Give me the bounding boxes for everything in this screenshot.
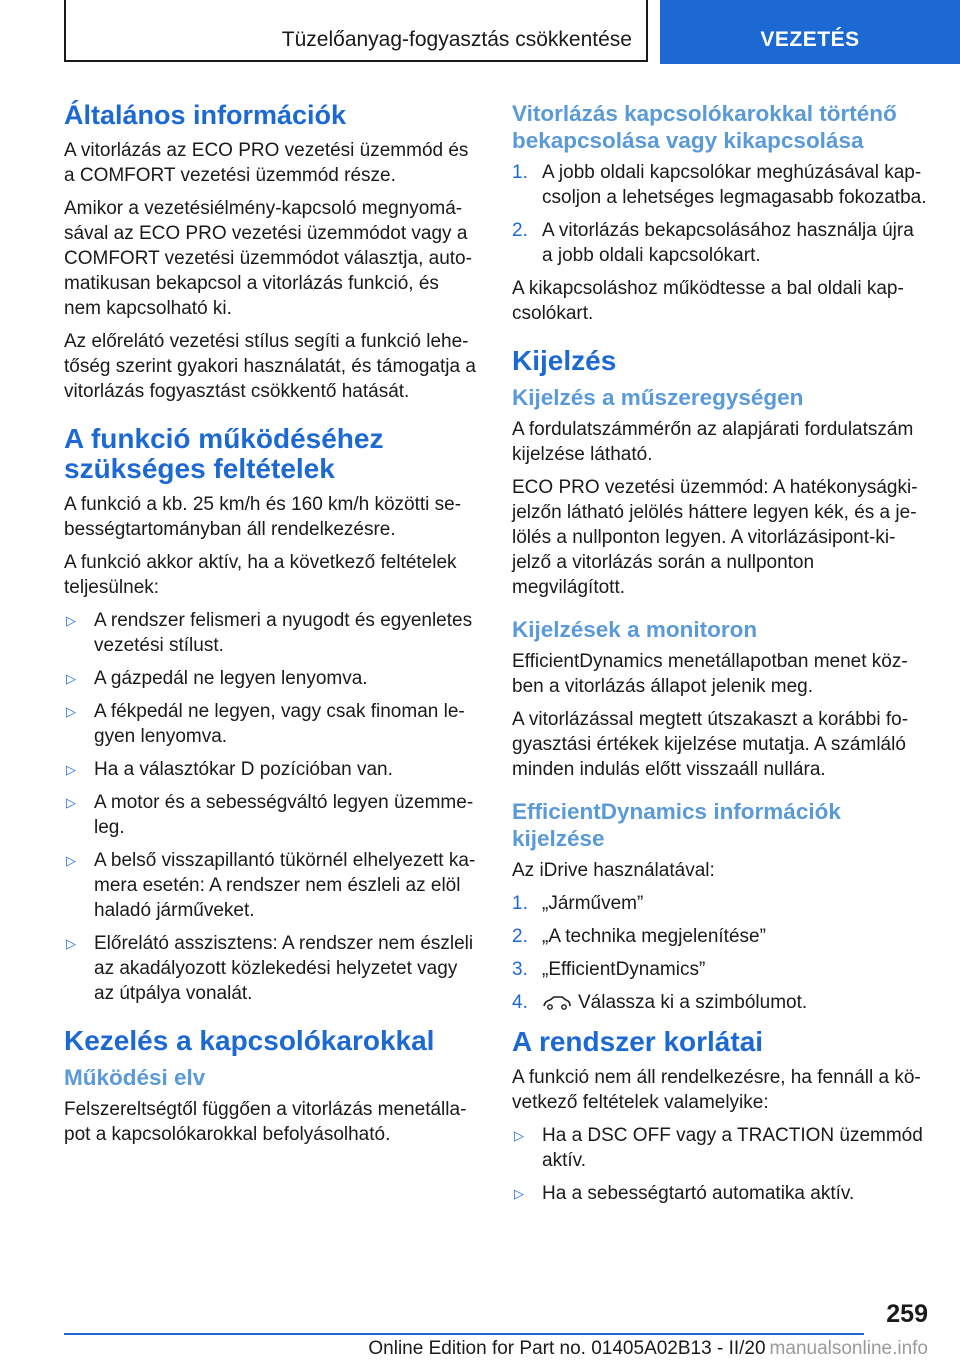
list-item: ▷ A motor és a sebességváltó legyen üzemmeleg. <box>66 792 474 838</box>
lever-steps <box>512 160 928 268</box>
paragraph: A vitorlázással megtett útszakaszt a korábbi fogyasztási értékek kijelzése mutatja. A számláló minden indulás előtt visszaáll nullára. <box>512 709 909 780</box>
list-item: ▷ A fékpedál ne legyen, vagy csak finoman legyen lenyomva. <box>66 701 465 747</box>
list-item: 2. „A technika megjelenítése” <box>512 926 766 947</box>
list-item: 1. A jobb oldali kapcsolókar meghúzásával kapcsoljon a lehetséges legmagasabb fokozatba. <box>512 162 927 208</box>
header-title-box <box>64 0 648 62</box>
subheading-principle: Működési elv <box>64 1065 206 1090</box>
paragraph: A funkció nem áll rendelkezésre, ha fennáll a következő feltételek valamelyike: <box>512 1067 921 1113</box>
page-number: 259 <box>886 1300 928 1328</box>
bullet-triangle-icon: ▷ <box>66 853 76 868</box>
watermark: manualsonline.info <box>769 1338 928 1359</box>
heading-limits: A rendszer korlátai <box>512 1026 764 1057</box>
bullet-triangle-icon: ▷ <box>66 613 76 628</box>
subheading-monitor: Kijelzések a monitoron <box>512 617 758 642</box>
list-item: 4. Válassza ki a szimbólumot. <box>512 992 808 1013</box>
header-title: Tüzelőanyag-fogyasztás csökkentése <box>281 28 632 51</box>
section-tab <box>660 0 960 64</box>
bullet-triangle-icon: ▷ <box>66 671 76 686</box>
heading-general-info: Általános információk <box>64 100 347 130</box>
subheading-instrument-cluster: Kijelzés a műszeregységen <box>512 385 804 410</box>
list-item: ▷ Ha a sebességtartó automatika aktív. <box>514 1183 855 1204</box>
paragraph: A vitorlázás az ECO PRO vezetési üzemmód és a COMFORT vezetési üzemmód része. <box>64 140 469 186</box>
bullet-triangle-icon: ▷ <box>514 1128 524 1143</box>
paragraph: ECO PRO vezetési üzemmód: A hatékonyságkijelzőn látható jelölés háttere legyen kék, és a jelölés a nullponton legyen. A vitorlázásipont-kijelző a vitorlázás során a nullponton megvilágított. <box>512 477 918 598</box>
list-item: ▷ Előrelátó asszisztens: A rendszer nem észleli az akadályozott közlekedési helyzetet vagy az útpálya vonalát. <box>66 933 474 1004</box>
paragraph: A kikapcsoláshoz működtesse a bal oldali kapcsolókart. <box>512 278 904 324</box>
heading-levers: Kezelés a kapcsolókarokkal <box>64 1025 435 1056</box>
car-eco-icon <box>542 995 572 1011</box>
subheading-lever-toggle: Vitorlázás kapcsolókarokkal történő bekapcsolása vagy kikapcsolása <box>512 101 897 153</box>
limits-list <box>512 1123 928 1206</box>
right-column <box>512 100 928 1214</box>
heading-conditions: A funkció működéséhez szükséges feltételek <box>64 423 384 484</box>
list-item: ▷ A rendszer felismeri a nyugodt és egyenletes vezetési stílust. <box>66 610 473 656</box>
footer-edition: Online Edition for Part no. 01405A02B13 - II/20 manualsonline.info <box>368 1338 928 1359</box>
list-item: ▷ A belső visszapillantó tükörnél elhelyezett kamera esetén: A rendszer nem észleli az elöl haladó járműveket. <box>66 850 476 921</box>
paragraph: Felszereltségtől függően a vitorlázás menetállapot a kapcsolókarokkal befolyásolható. <box>64 1099 467 1145</box>
section-tab-label: VEZETÉS <box>760 28 860 51</box>
conditions-list <box>64 608 480 1006</box>
bullet-triangle-icon: ▷ <box>66 795 76 810</box>
subheading-efficientdynamics: EfficientDynamics információk kijelzése <box>512 799 841 851</box>
bullet-triangle-icon: ▷ <box>514 1186 524 1201</box>
paragraph: EfficientDynamics menetállapotban menet közben a vitorlázás állapot jelenik meg. <box>512 651 908 697</box>
paragraph: Az iDrive használatával: <box>512 860 715 881</box>
paragraph: A funkció akkor aktív, ha a következő feltételek teljesülnek: <box>64 552 457 598</box>
bullet-triangle-icon: ▷ <box>66 762 76 777</box>
paragraph: A fordulatszámmérőn az alapjárati fordulatszám kijelzése látható. <box>512 419 914 465</box>
idrive-steps <box>512 891 928 1015</box>
heading-display: Kijelzés <box>512 345 617 376</box>
paragraph: A funkció a kb. 25 km/h és 160 km/h közötti sebességtartományban áll rendelkezésre. <box>64 494 462 540</box>
list-item: ▷ Ha a DSC OFF vagy a TRACTION üzemmód aktív. <box>514 1125 923 1171</box>
list-item: 2. A vitorlázás bekapcsolásához használja újra a jobb oldali kapcsolókart. <box>512 220 914 266</box>
bullet-triangle-icon: ▷ <box>66 936 76 951</box>
footer-divider <box>64 1333 864 1335</box>
list-item: 3. „EfficientDynamics” <box>512 959 706 980</box>
list-item: 1. „Járművem” <box>512 893 644 914</box>
list-item: ▷ A gázpedál ne legyen lenyomva. <box>66 668 368 689</box>
paragraph: Amikor a vezetésiélmény-kapcsoló megnyomásával az ECO PRO vezetési üzemmódot vagy a COMFORT vezetési üzemmódot választja, automatikusan bekapcsol a vitorlázás funkció, és nem kapcsolható ki. <box>64 198 472 319</box>
left-column <box>64 100 480 1155</box>
bullet-triangle-icon: ▷ <box>66 704 76 719</box>
list-item: ▷ Ha a választókar D pozícióban van. <box>66 759 393 780</box>
page-header <box>64 0 960 64</box>
paragraph: Az előrelátó vezetési stílus segíti a funkció lehetőség szerint gyakori használatát, és támogatja a vitorlázás fogyasztást csökkentő hatását. <box>64 331 476 402</box>
